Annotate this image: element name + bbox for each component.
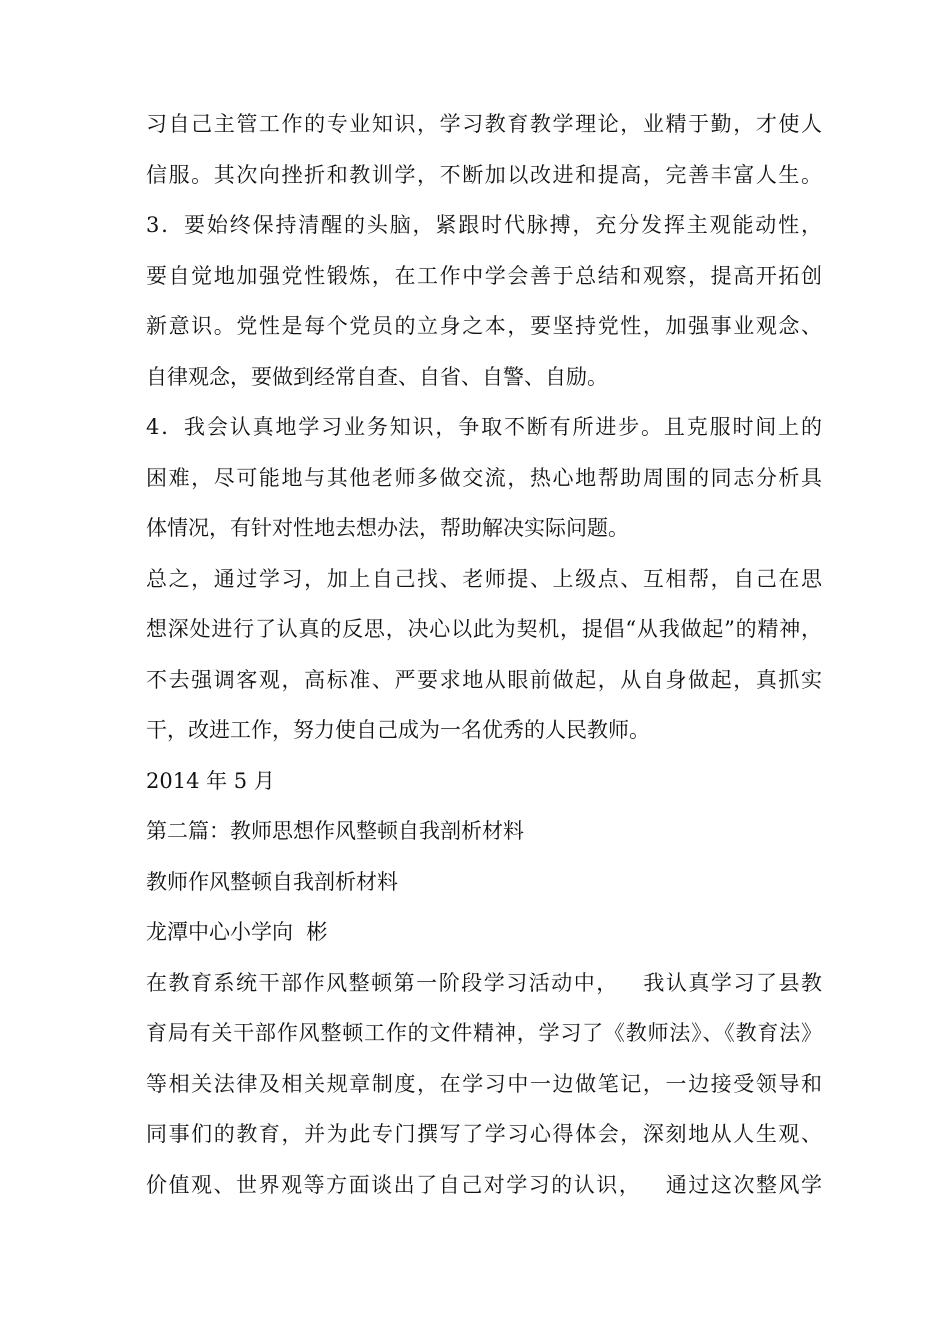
- body-line: 不去强调客观，高标准、严要求地从眼前做起，从自身做起，真抓实: [146, 667, 822, 692]
- body-line: 体情况，有针对性地去想办法，帮助解决实际问题。: [146, 516, 629, 540]
- document-title: 教师作风整顿自我剖析材料: [146, 869, 398, 894]
- document-body: [146, 99, 822, 1210]
- body-line: 信服。其次向挫折和教训学，不断加以改进和提高，完善丰富人生。: [146, 162, 822, 187]
- body-line: 在教育系统干部作风整顿第一阶段学习活动中， 我认真学习了县教: [146, 970, 822, 995]
- date-line: 2014 年 5 月: [146, 768, 275, 793]
- body-line: 困难，尽可能地与其他老师多做交流，热心地帮助周围的同志分析具: [146, 465, 822, 490]
- section-heading: 第二篇：教师思想作风整顿自我剖析材料: [146, 819, 524, 843]
- body-line: 习自己主管工作的专业知识，学习教育教学理论，业精于勤，才使人: [146, 112, 822, 136]
- body-line: 要自觉地加强党性锻炼，在工作中学会善于总结和观察，提高开拓创: [146, 263, 822, 288]
- body-line: 育局有关干部作风整顿工作的文件精神，学习了《教师法》、《教育法》: [146, 1021, 822, 1045]
- author-line: 龙潭中心小学向 彬: [146, 920, 328, 944]
- body-line: 干，改进工作，努力使自己成为一名优秀的人民教师。: [146, 718, 650, 742]
- list-item-3-line: 3．要始终保持清醒的头脑，紧跟时代脉搏，充分发挥主观能动性，: [146, 213, 822, 237]
- body-line: 价值观、世界观等方面谈出了自己对学习的认识， 通过这次整风学: [146, 1172, 822, 1197]
- body-line: 自律观念，要做到经常自查、自省、自警、自励。: [146, 364, 608, 389]
- body-line: 想深处进行了认真的反思，决心以此为契机，提倡“从我做起”的精神，: [146, 617, 822, 641]
- summary-line: 总之，通过学习，加上自己找、老师提、上级点、互相帮，自己在思: [146, 566, 822, 591]
- list-item-4-line: 4．我会认真地学习业务知识，争取不断有所进步。且克服时间上的: [146, 415, 822, 439]
- body-line: 同事们的教育，并为此专门撰写了学习心得体会，深刻地从人生观、: [146, 1122, 822, 1146]
- body-line: 新意识。党性是每个党员的立身之本，要坚持党性，加强事业观念、: [146, 314, 822, 338]
- body-line: 等相关法律及相关规章制度，在学习中一边做笔记，一边接受领导和: [146, 1071, 822, 1096]
